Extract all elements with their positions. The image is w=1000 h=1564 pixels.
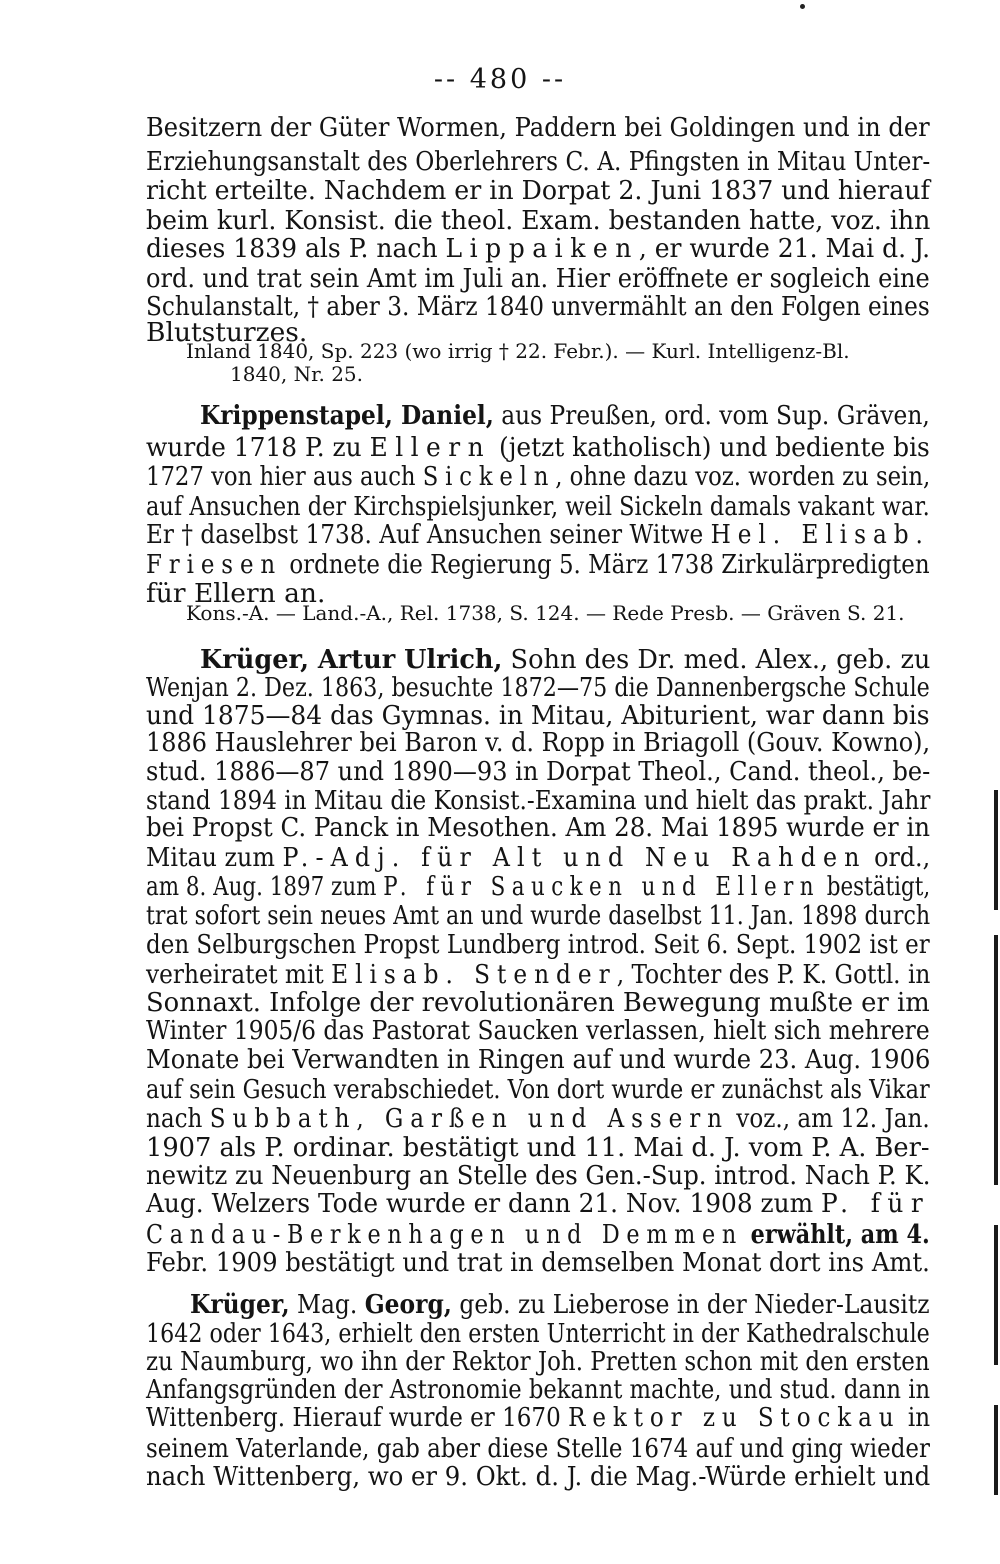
text-run: auf Ansuchen der Kirchspielsjunker, weil Sickeln damals vakant war. xyxy=(146,491,930,522)
entry-heading-line xyxy=(190,1290,930,1320)
text-line xyxy=(146,1248,930,1278)
text-run: geb. zu Lieberose in der Nieder-Lausitz xyxy=(451,1289,930,1320)
text-line xyxy=(146,264,930,294)
text-line xyxy=(146,206,930,236)
source-note: 1840, Nr. 25. xyxy=(230,362,363,386)
text-run: Wittenberg. Hierauf wurde er 1670 xyxy=(146,1402,569,1433)
text-run: voz., am 12. Jan. xyxy=(728,1103,930,1134)
spaced-text: Lippaiken xyxy=(445,233,639,264)
text-run: trat sofort sein neues Amt an und wurde daselbst 11. Jan. 1898 durch xyxy=(146,900,931,931)
text-line xyxy=(146,462,930,492)
text-run: , Tochter des P. K. Gottl. in xyxy=(616,959,931,990)
text-run: nach Wittenberg, wo er 9. Okt. d. J. die Mag.-Würde erhielt und xyxy=(146,1461,931,1492)
text-line xyxy=(146,960,930,990)
text-run: Besitzern der Güter Wormen, Paddern bei Goldingen und in der xyxy=(146,112,930,143)
spaced-text: Friesen xyxy=(146,549,283,580)
text-run: (jetzt katholisch) und bediente bis xyxy=(491,432,930,463)
text-run: den Selburgschen Propst Lundberg introd. Seit 6. Sept. 1902 ist er xyxy=(146,929,930,960)
text-run: ord., xyxy=(866,842,931,873)
spaced-text: P. für xyxy=(821,1188,931,1219)
text-run: Sohn des Dr. med. Alex., geb. zu xyxy=(502,644,931,675)
text-run: Febr. 1909 bestätigt und trat in demselben Monat dort ins Amt. xyxy=(146,1247,930,1278)
text-run: stud. 1886—87 und 1890—93 in Dorpat Theol., Cand. theol., be- xyxy=(146,756,931,787)
text-line xyxy=(146,813,930,843)
page-number: -- 480 -- xyxy=(433,64,567,95)
text-run: dieses 1839 als P. nach xyxy=(146,233,446,264)
text-line xyxy=(146,757,930,787)
spaced-text: Sickeln xyxy=(422,461,556,492)
spaced-text: Ellern xyxy=(369,432,492,463)
text-run: Winter 1905/6 das Pastorat Saucken verlassen, hielt sich mehrere xyxy=(146,1015,930,1046)
entry-heading-line xyxy=(200,401,930,431)
text-run: Er † daselbst 1738. Auf Ansuchen seiner Witwe xyxy=(146,519,711,550)
text-run: richt erteilte. Nachdem er in Dorpat 2. Juni 1837 und hierauf xyxy=(146,175,930,206)
text-run: zu Naumburg, wo ihn der Rektor Joh. Pretten schon mit den ersten xyxy=(146,1346,930,1377)
text-run: Anfangsgründen der Astronomie bekannt machte, und stud. dann in xyxy=(146,1374,931,1405)
text-run: newitz zu Neuenburg an Stelle des Gen.-Sup. introd. Nach P. K. xyxy=(146,1160,931,1191)
text-run: stand 1894 in Mitau die Konsist.-Examina und hielt das prakt. Jahr xyxy=(146,785,931,816)
text-run: Erziehungsanstalt des Oberlehrers C. A. Pfingsten in Mitau Unter- xyxy=(146,146,931,177)
spaced-text: Rektor zu Stockau xyxy=(568,1402,901,1433)
source-note: Inland 1840, Sp. 223 (wo irrig † 22. Febr.). — Kurl. Intelligenz-Bl. xyxy=(186,339,850,363)
text-run: für Ellern an. xyxy=(146,578,326,609)
scan-edge-mark xyxy=(994,1225,998,1365)
text-run: Wenjan 2. Dez. 1863, besuchte 1872—75 die Dannenbergsche Schule xyxy=(146,672,930,703)
text-run: Mitau zum xyxy=(146,842,283,873)
spaced-text: P.-Adj. für Alt und Neu Rahden xyxy=(282,842,867,873)
text-run: ordnete die Regierung 5. März 1738 Zirkulärpredigten xyxy=(282,549,930,580)
text-line xyxy=(146,843,930,873)
text-run: auf sein Gesuch verabschiedet. Von dort wurde er zunächst als Vikar xyxy=(146,1074,930,1105)
text-line xyxy=(146,520,930,550)
text-line xyxy=(146,1319,930,1349)
text-line xyxy=(146,176,930,206)
text-run: bei Propst C. Panck in Mesothen. Am 28. Mai 1895 wurde er in xyxy=(146,812,931,843)
text-run: ord. und trat sein Amt im Juli an. Hier eröffnete er sogleich eine xyxy=(146,263,930,294)
text-line xyxy=(146,1220,930,1250)
text-run: , er wurde 21. Mai d. J. xyxy=(638,233,931,264)
text-line xyxy=(146,1375,930,1405)
text-line xyxy=(146,988,930,1018)
spaced-text: Hel. Elisab. xyxy=(710,519,930,550)
text-run: 1886 Hauslehrer bei Baron v. d. Ropp in Briagoll (Gouv. Kowno), xyxy=(146,727,931,758)
text-run: verheiratet mit xyxy=(146,959,332,990)
entry-name: Krippenstapel, Daniel, xyxy=(200,400,494,431)
text-run: und 1875—84 das Gymnas. in Mitau, Abiturient, war dann bis xyxy=(146,700,930,731)
text-run: seinem Vaterlande, gab aber diese Stelle 1674 auf und ging wieder xyxy=(146,1433,930,1464)
text-run: Aug. Welzers Tode wurde er dann 21. Nov. 1908 zum xyxy=(146,1188,822,1219)
entry-name: erwählt, am 4. xyxy=(742,1219,930,1250)
entry-name: Krüger, Artur Ulrich, xyxy=(200,644,503,675)
scan-speck xyxy=(800,4,805,9)
text-run: Sonnaxt. Infolge der revolutionären Bewegung mußte er im xyxy=(146,987,930,1018)
text-line xyxy=(146,550,930,580)
text-run: am 8. Aug. 1897 zum xyxy=(146,871,384,902)
text-line xyxy=(146,673,930,703)
text-line xyxy=(146,1347,930,1377)
scan-edge-mark xyxy=(994,1405,998,1495)
text-line xyxy=(146,1189,930,1219)
scan-edge-mark xyxy=(994,935,998,1185)
text-line xyxy=(146,492,930,522)
text-line xyxy=(146,1016,930,1046)
text-line xyxy=(146,1133,930,1163)
text-line xyxy=(146,433,930,463)
text-run: in xyxy=(900,1402,931,1433)
text-run: , ohne dazu voz. worden zu sein, xyxy=(555,461,931,492)
text-line xyxy=(146,872,930,902)
text-run: Monate bei Verwandten in Ringen auf und wurde 23. Aug. 1906 xyxy=(146,1044,931,1075)
spaced-text: P. für Saucken und Ellern xyxy=(383,871,820,902)
spaced-text: Elisab. Stender xyxy=(331,959,617,990)
source-note: Kons.-A. — Land.-A., Rel. 1738, S. 124. — Rede Presb. — Gräven S. 21. xyxy=(186,601,905,625)
text-line xyxy=(146,147,930,177)
text-run: 1642 oder 1643, erhielt den ersten Unterricht in der Kathedralschule xyxy=(146,1318,930,1349)
text-line xyxy=(146,930,930,960)
text-line xyxy=(146,234,930,264)
text-run: wurde 1718 P. zu xyxy=(146,432,370,463)
text-line xyxy=(146,1403,930,1433)
entry-name: Georg, xyxy=(364,1289,452,1320)
text-line xyxy=(146,1161,930,1191)
text-line xyxy=(146,113,930,143)
text-line xyxy=(146,728,930,758)
text-line xyxy=(146,1434,930,1464)
text-run: aus Preußen, ord. vom Sup. Gräven, xyxy=(493,400,930,431)
entry-heading-line xyxy=(200,645,930,675)
text-run: Blutsturzes. xyxy=(146,317,308,348)
scan-edge-mark xyxy=(994,790,998,910)
text-line xyxy=(146,1104,930,1134)
text-line xyxy=(146,901,930,931)
text-run: Mag. xyxy=(289,1289,365,1320)
text-line xyxy=(146,1462,930,1492)
text-run: 1727 von hier aus auch xyxy=(146,461,423,492)
text-run: beim kurl. Konsist. die theol. Exam. bestanden hatte, voz. ihn xyxy=(146,205,931,236)
text-run: nach xyxy=(146,1103,210,1134)
text-line xyxy=(146,1075,930,1105)
spaced-text: Subbath, Garßen und Assern xyxy=(209,1103,729,1134)
text-run: Schulanstalt, † aber 3. März 1840 unvermählt an den Folgen eines xyxy=(146,291,930,322)
text-run: 1907 als P. ordinar. bestätigt und 11. Mai d. J. vom P. A. Ber- xyxy=(146,1132,930,1163)
text-line xyxy=(146,1045,930,1075)
spaced-text: Candau-Berkenhagen und Demmen xyxy=(146,1219,743,1250)
entry-name: Krüger, xyxy=(190,1289,290,1320)
text-run: bestätigt, xyxy=(819,871,931,902)
